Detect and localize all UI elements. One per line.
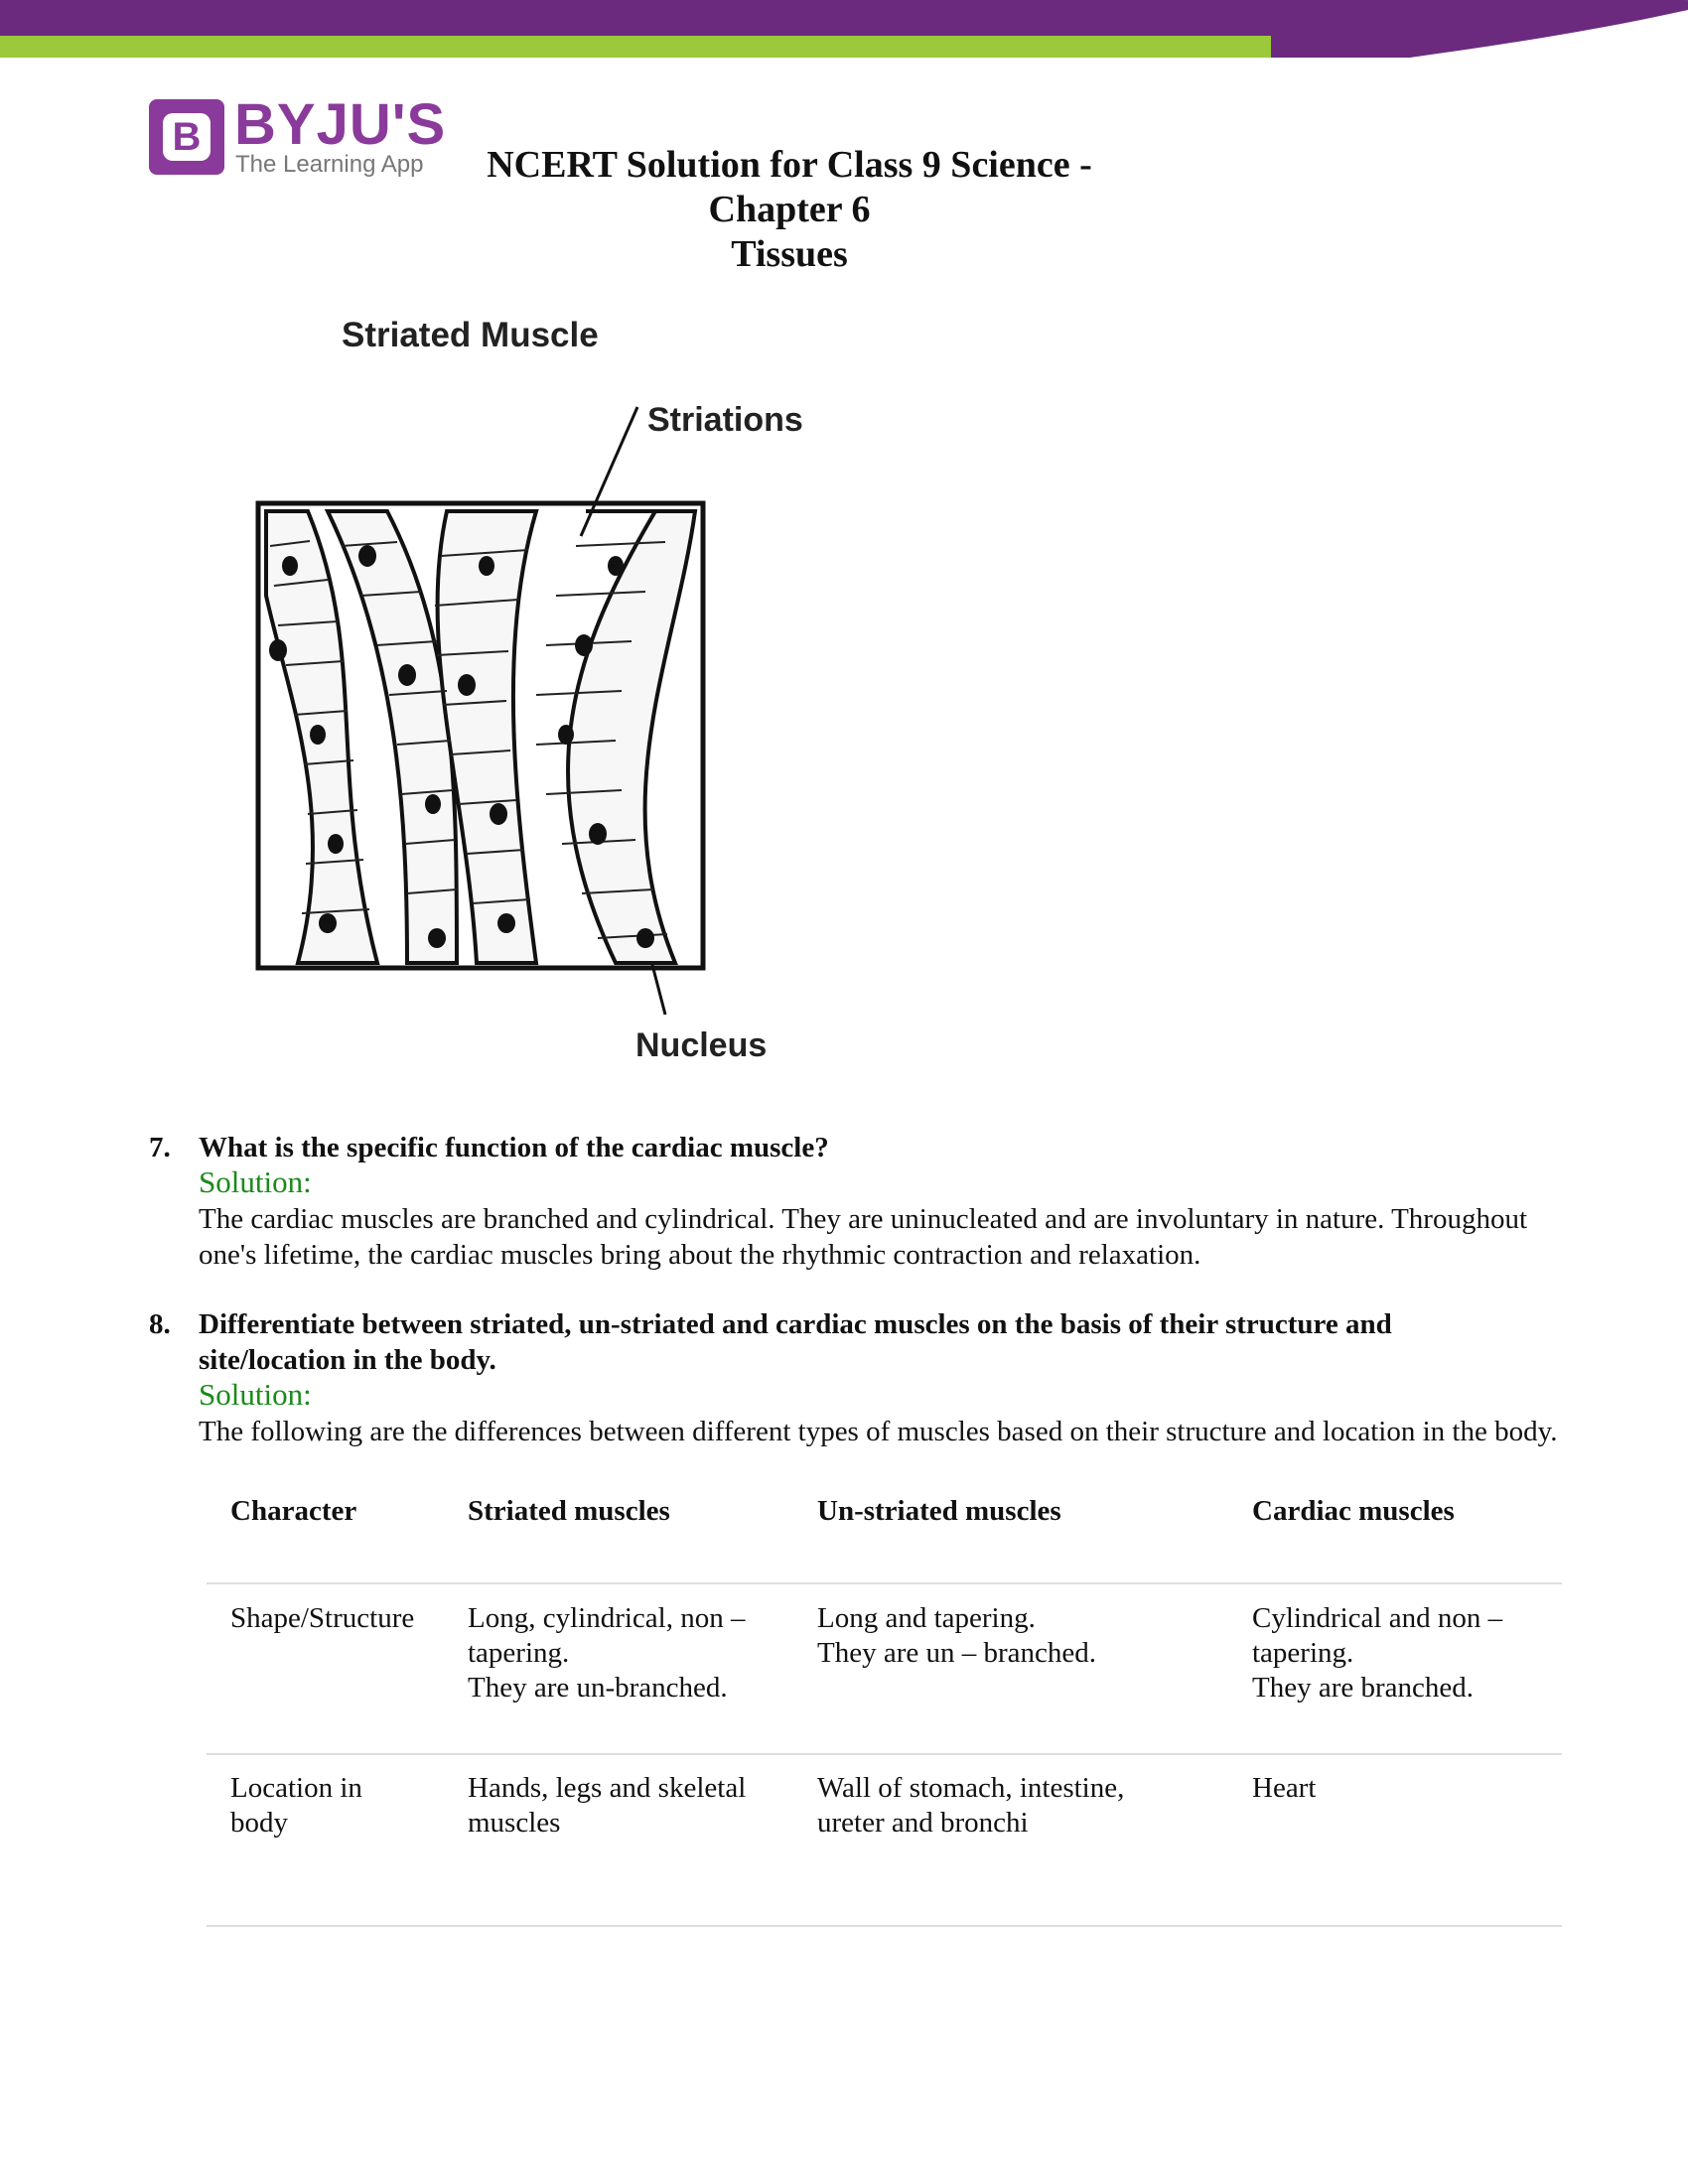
logo-letter: B bbox=[163, 113, 211, 161]
header-unstriated: Un-striated muscles bbox=[817, 1495, 1061, 1527]
cell-line: They are un-branched. bbox=[468, 1672, 728, 1704]
cell-striated bbox=[468, 1771, 746, 1841]
brand-tagline: The Learning App bbox=[235, 151, 424, 178]
striated-muscle-diagram bbox=[238, 397, 834, 1032]
cell-line: They are branched. bbox=[1252, 1672, 1475, 1704]
header-band-curve bbox=[1271, 0, 1688, 60]
cell-cardiac bbox=[1252, 1601, 1502, 1706]
logo-mark bbox=[149, 99, 224, 175]
cell-line: ureter and bronchi bbox=[817, 1807, 1029, 1839]
header-cardiac: Cardiac muscles bbox=[1252, 1495, 1455, 1527]
question-text: Differentiate between striated, un-striated and cardiac muscles on the basis of their structure and site/location in the body. bbox=[199, 1308, 1392, 1376]
question-number: 7. bbox=[149, 1132, 171, 1163]
answer-7: The cardiac muscles are branched and cylindrical. They are uninucleated and are involuntary in nature. Throughout one's lifetime, the cardiac muscles bring about the rhythmic contraction and relaxation. bbox=[199, 1203, 1528, 1271]
answer-8: The following are the differences between different types of muscles based on their structure and location in the body. bbox=[199, 1416, 1558, 1447]
cell-unstriated bbox=[817, 1771, 1124, 1841]
page-title-line1: NCERT Solution for Class 9 Science - Chapter 6 bbox=[487, 144, 1092, 230]
cell-striated bbox=[468, 1601, 745, 1706]
cell-line: muscles bbox=[468, 1807, 561, 1839]
cell-line: Hands, legs and skeletal bbox=[468, 1772, 747, 1804]
muscle-fibre-4 bbox=[568, 511, 695, 963]
question-number: 8. bbox=[149, 1308, 171, 1340]
header-character: Character bbox=[230, 1495, 357, 1527]
cell-character bbox=[230, 1771, 362, 1841]
label-nucleus: Nucleus bbox=[635, 1026, 768, 1064]
table-rule bbox=[207, 1925, 1562, 1927]
table-rule bbox=[207, 1753, 1562, 1755]
solution-label-7: Solution: bbox=[199, 1164, 312, 1199]
cell-unstriated bbox=[817, 1601, 1096, 1671]
cell-line: They are un – branched. bbox=[817, 1637, 1097, 1669]
figure-title: Striated Muscle bbox=[342, 316, 599, 354]
cell-line: Long, cylindrical, non – bbox=[468, 1602, 746, 1634]
header-striated: Striated muscles bbox=[468, 1495, 670, 1527]
table-rule bbox=[207, 1582, 1562, 1584]
solution-label-8: Solution: bbox=[199, 1377, 312, 1412]
cell-line: Long and tapering. bbox=[817, 1602, 1036, 1634]
striations-pointer bbox=[581, 407, 637, 536]
label-striations: Striations bbox=[647, 401, 803, 439]
cell-line: Location in bbox=[230, 1772, 362, 1804]
byjus-logo bbox=[149, 92, 447, 181]
cell-line: Cylindrical and non – bbox=[1252, 1602, 1503, 1634]
cell-line: tapering. bbox=[1252, 1637, 1354, 1669]
cell-cardiac bbox=[1252, 1771, 1316, 1806]
cell-line: tapering. bbox=[468, 1637, 570, 1669]
brand-name: BYJU'S bbox=[234, 92, 447, 157]
cell-line: body bbox=[230, 1807, 288, 1839]
page-title bbox=[467, 143, 1112, 277]
page-title-line2: Tissues bbox=[731, 233, 848, 275]
question-text: What is the specific function of the cardiac muscle? bbox=[199, 1132, 829, 1163]
cell-character: Shape/Structure bbox=[230, 1602, 415, 1634]
cell-line: Heart bbox=[1252, 1772, 1317, 1804]
cell-line: Wall of stomach, intestine, bbox=[817, 1772, 1125, 1804]
